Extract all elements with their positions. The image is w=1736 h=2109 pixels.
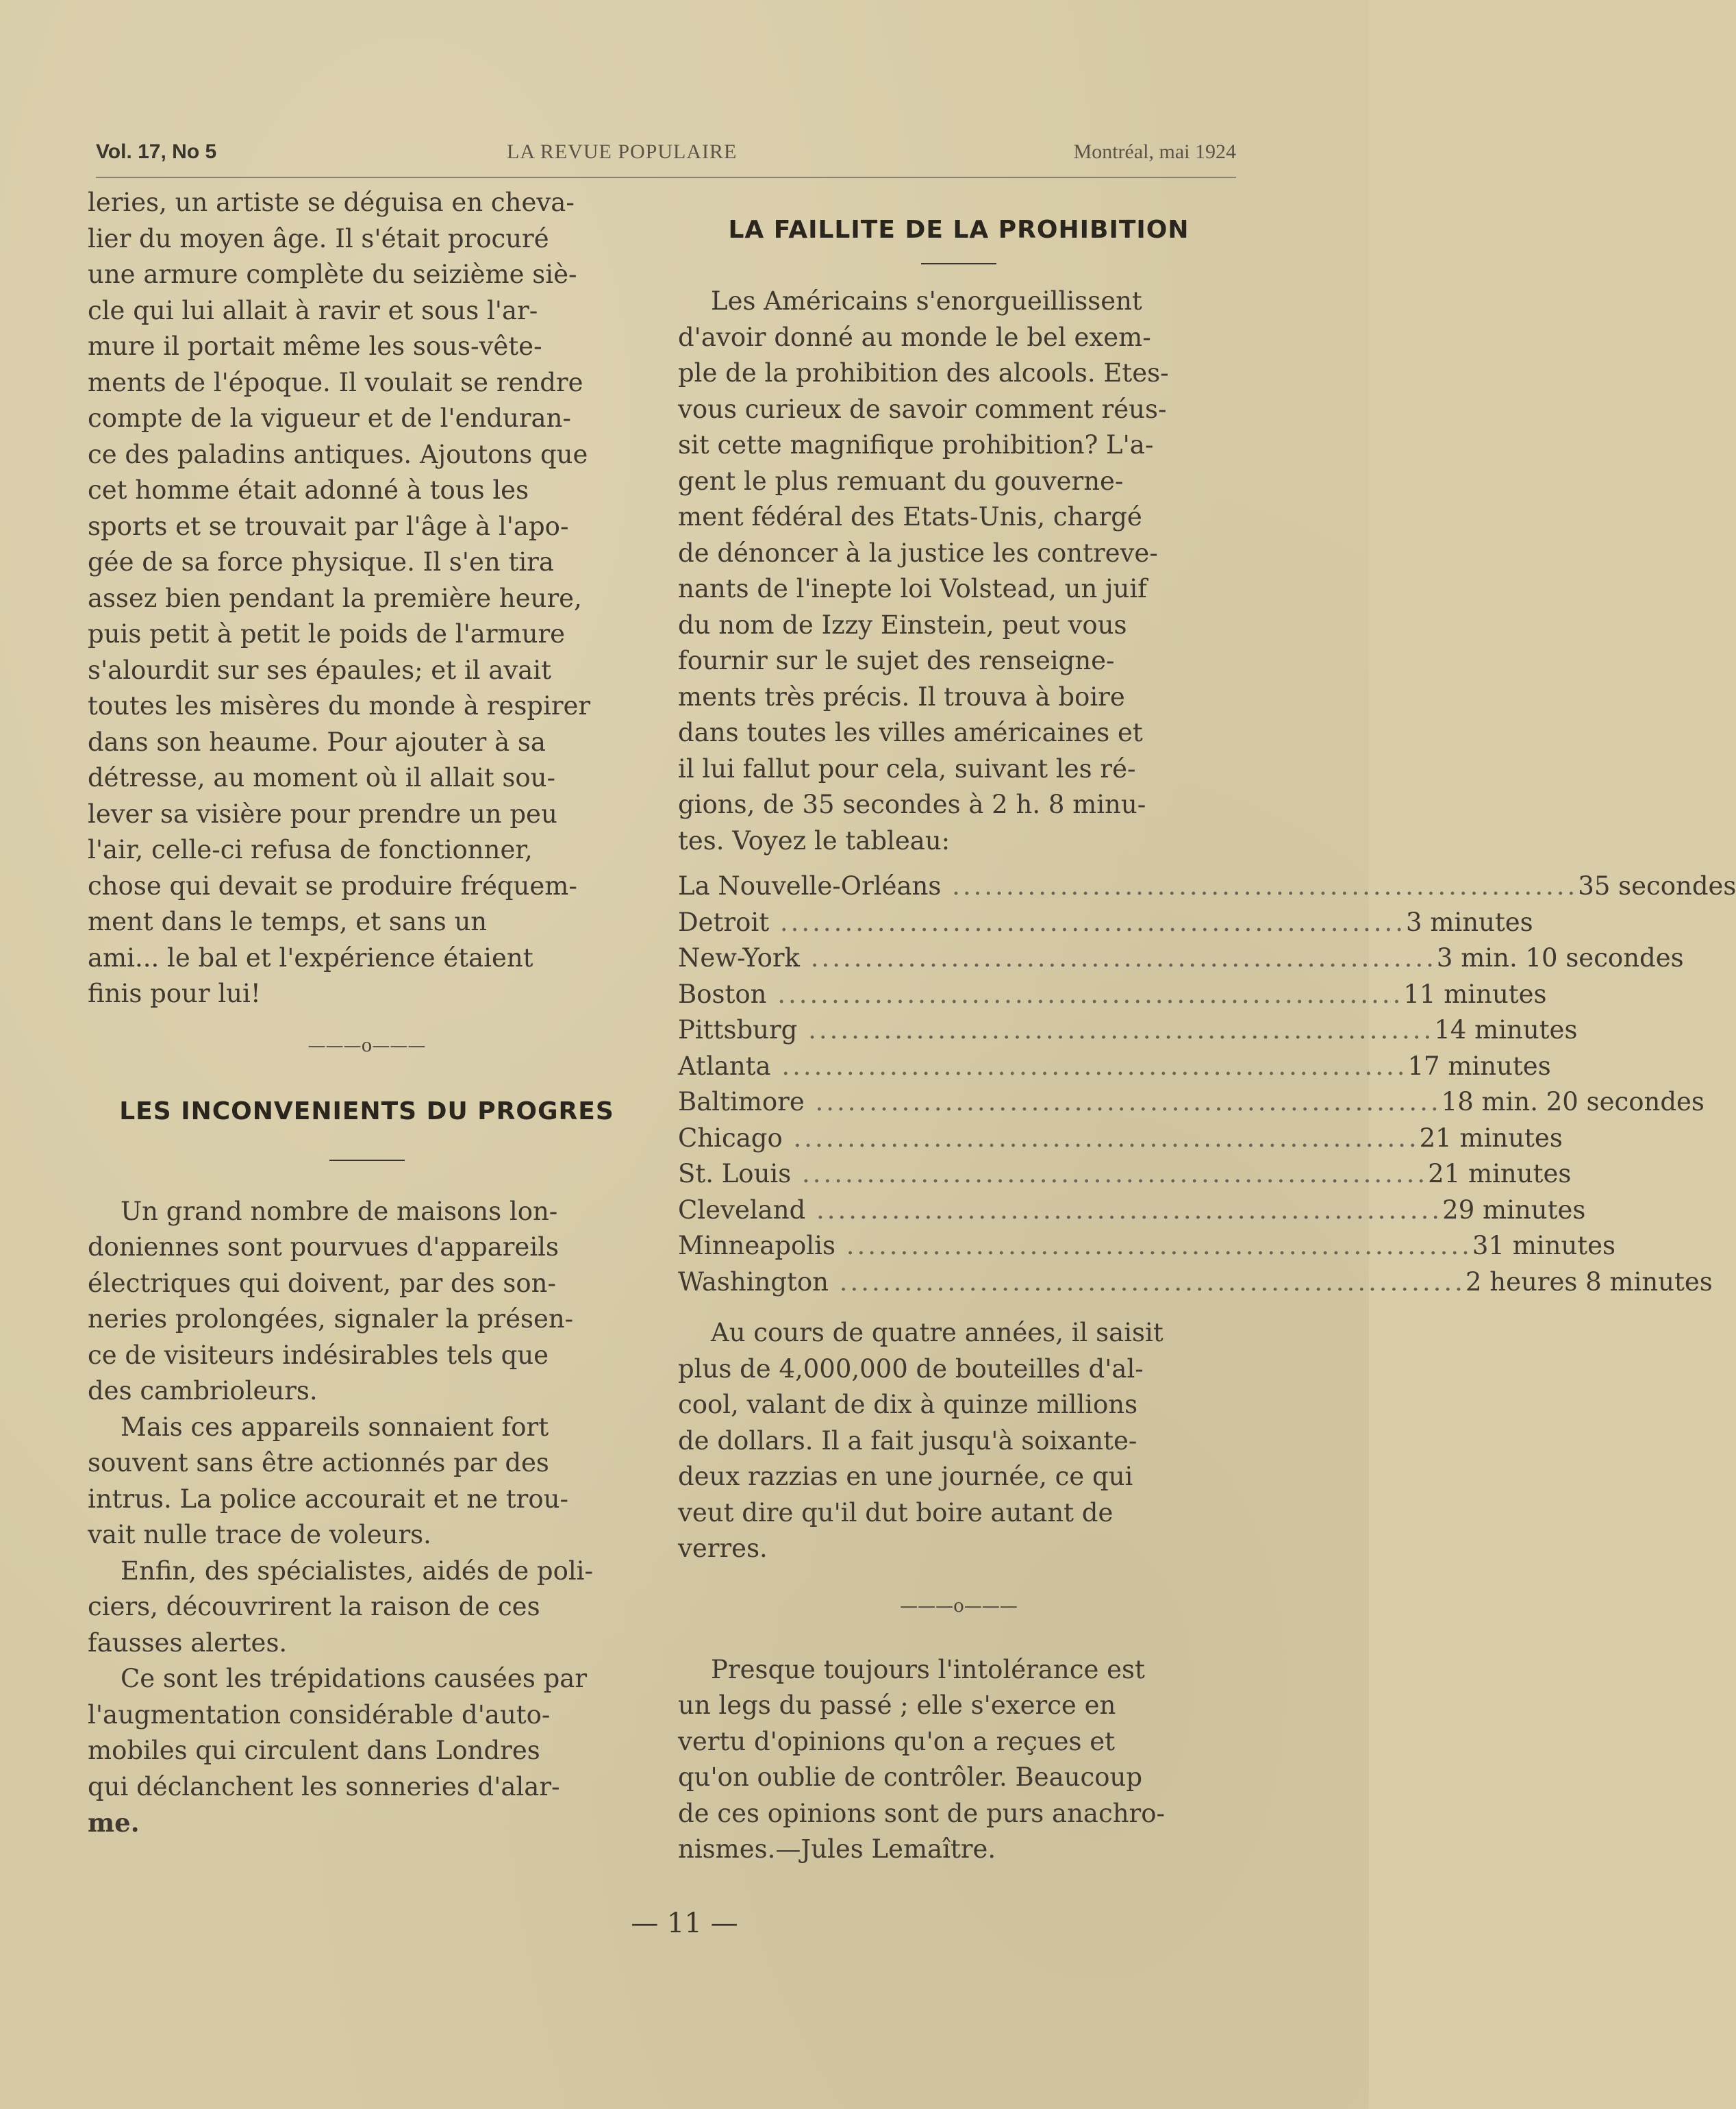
table-row bbox=[678, 1156, 1572, 1193]
leader-dots: .......................................................... bbox=[804, 1087, 1442, 1116]
text-line: ment dans le temps, et sans un bbox=[88, 907, 488, 936]
text-line: un legs du passé ; elle s'exerce en bbox=[678, 1690, 1116, 1720]
text-line: ce de visiteurs indésirables tels que bbox=[88, 1340, 549, 1370]
text-line: ple de la prohibition des alcools. Etes- bbox=[678, 358, 1169, 388]
city-name: New-York bbox=[678, 943, 800, 973]
quotation bbox=[678, 1652, 1240, 1868]
text-line: tes. Voyez le tableau: bbox=[678, 825, 951, 856]
city-name: Baltimore bbox=[678, 1087, 805, 1116]
duration: 11 minutes bbox=[1403, 979, 1547, 1009]
text-line: ami... le bal et l'expérience étaient bbox=[88, 943, 533, 973]
left-column bbox=[88, 185, 646, 1841]
text-line: toutes les misères du monde à respirer bbox=[88, 691, 591, 721]
text-line: cool, valant de dix à quinze millions bbox=[678, 1390, 1138, 1419]
duration: 2 heures 8 minutes bbox=[1465, 1266, 1713, 1297]
page-number: — 11 — bbox=[631, 1908, 738, 1939]
duration: 21 minutes bbox=[1419, 1123, 1563, 1153]
text-line: Presque toujours l'intolérance est bbox=[711, 1654, 1145, 1684]
leader-dots: .......................................................... bbox=[835, 1231, 1472, 1260]
text-line: dans son heaume. Pour ajouter à sa bbox=[88, 727, 546, 757]
text-line: nismes.—Jules Lemaître. bbox=[678, 1834, 996, 1864]
heading-rule bbox=[921, 263, 996, 264]
text-line: qui déclanchent les sonneries d'alar- bbox=[88, 1771, 560, 1801]
header-rule bbox=[96, 177, 1236, 178]
article-heading: LA FAILLITE DE LA PROHIBITION bbox=[728, 216, 1190, 244]
city-name: Washington bbox=[678, 1266, 829, 1297]
text-line: verres. bbox=[678, 1534, 768, 1563]
duration: 21 minutes bbox=[1428, 1159, 1572, 1188]
leader-dots: .......................................................... bbox=[791, 1159, 1429, 1188]
city-name: Cleveland bbox=[678, 1195, 806, 1225]
table-row bbox=[678, 1049, 1551, 1085]
city-name: La Nouvelle-Orléans bbox=[678, 871, 942, 901]
text-line: souvent sans être actionnés par des bbox=[88, 1448, 549, 1477]
table-row bbox=[678, 1228, 1616, 1264]
table-row bbox=[678, 905, 1533, 941]
issue-date: Montréal, mai 1924 bbox=[1073, 140, 1236, 163]
leader-dots: .......................................................... bbox=[782, 1123, 1420, 1153]
text-line: vous curieux de savoir comment réus- bbox=[678, 394, 1167, 424]
text-line: chose qui devait se produire fréquem- bbox=[88, 871, 577, 901]
text-line: nants de l'inepte loi Volstead, un juif bbox=[678, 574, 1147, 603]
text-line: ments de l'époque. Il voulait se rendre bbox=[88, 367, 583, 397]
text-line: Les Américains s'enorgueillissent bbox=[711, 286, 1142, 316]
text-line: doniennes sont pourvues d'appareils bbox=[88, 1232, 559, 1262]
leader-dots: .......................................................... bbox=[797, 1015, 1435, 1045]
text-line: gée de sa force physique. Il s'en tira bbox=[88, 547, 554, 577]
text-line: électriques qui doivent, par des son- bbox=[88, 1268, 556, 1298]
text-line: fournir sur le sujet des renseigne- bbox=[678, 646, 1115, 675]
duration: 17 minutes bbox=[1407, 1051, 1551, 1081]
city-name: Chicago bbox=[678, 1123, 783, 1153]
duration: 14 minutes bbox=[1434, 1015, 1578, 1045]
table-row bbox=[678, 1012, 1578, 1049]
city-name: Pittsburg bbox=[678, 1015, 798, 1045]
text-line: intrus. La police accourait et ne trou- bbox=[88, 1484, 568, 1514]
text-line: gent le plus remuant du gouverne- bbox=[678, 466, 1124, 496]
text-line: lever sa visière pour prendre un peu bbox=[88, 799, 557, 829]
leader-dots: .......................................................... bbox=[769, 907, 1407, 937]
table-row bbox=[678, 940, 1684, 977]
text-line: une armure complète du seizième siè- bbox=[88, 260, 577, 289]
volume-number: Vol. 17, No 5 bbox=[96, 140, 217, 163]
publication-title: LA REVUE POPULAIRE bbox=[507, 140, 738, 163]
text-line: Mais ces appareils sonnaient fort bbox=[121, 1412, 549, 1442]
text-line: veut dire qu'il dut boire autant de bbox=[678, 1497, 1114, 1527]
table-row bbox=[678, 1264, 1713, 1301]
duration: 3 minutes bbox=[1406, 907, 1533, 937]
right-column bbox=[678, 185, 1736, 1868]
duration: 18 min. 20 secondes bbox=[1441, 1087, 1704, 1116]
text-line: de ces opinions sont de purs anachro- bbox=[678, 1798, 1166, 1828]
text-line: cle qui lui allait à ravir et sous l'ar- bbox=[88, 295, 538, 325]
text-line: Ce sont les trépidations causées par bbox=[121, 1664, 588, 1693]
text-line: s'alourdit sur ses épaules; et il avait bbox=[88, 655, 551, 685]
city-name: Minneapolis bbox=[678, 1231, 835, 1260]
text-line: d'avoir donné au monde le bel exem- bbox=[678, 322, 1151, 352]
text-line: des cambrioleurs. bbox=[88, 1376, 318, 1406]
text-line: il lui fallut pour cela, suivant les ré- bbox=[678, 753, 1136, 784]
text-line: mobiles qui circulent dans Londres bbox=[88, 1736, 540, 1765]
city-name: Boston bbox=[678, 979, 767, 1009]
table-row bbox=[678, 1121, 1563, 1157]
text-line: ce des paladins antiques. Ajoutons que bbox=[88, 439, 588, 469]
leader-dots: .......................................................... bbox=[941, 871, 1578, 901]
table-row bbox=[678, 869, 1736, 905]
text-line: sports et se trouvait par l'âge à l'apo- bbox=[88, 511, 569, 541]
article-heading: LES INCONVENIENTS DU PROGRES bbox=[119, 1097, 614, 1125]
text-line: plus de 4,000,000 de bouteilles d'al- bbox=[678, 1353, 1144, 1384]
timing-table bbox=[678, 869, 1736, 1300]
text-line: me. bbox=[88, 1808, 140, 1838]
text-line: l'augmentation considérable d'auto- bbox=[88, 1699, 551, 1730]
city-name: Detroit bbox=[678, 907, 770, 937]
city-name: St. Louis bbox=[678, 1159, 792, 1188]
heading-rule bbox=[329, 1160, 405, 1161]
text-line: Au cours de quatre années, il saisit bbox=[711, 1318, 1163, 1347]
text-line: détresse, au moment où il allait sou- bbox=[88, 763, 556, 793]
text-line: l'air, celle-ci refusa de fonctionner, bbox=[88, 835, 533, 864]
text-line: ments très précis. Il trouva à boire bbox=[678, 682, 1125, 712]
text-line: lier du moyen âge. Il s'était procuré bbox=[88, 223, 549, 253]
text-line: du nom de Izzy Einstein, peut vous bbox=[678, 610, 1127, 640]
text-line: mure il portait même les sous-vête- bbox=[88, 332, 542, 361]
text-line: vait nulle trace de voleurs. bbox=[88, 1520, 431, 1549]
duration: 31 minutes bbox=[1472, 1231, 1616, 1260]
text-line: sit cette magnifique prohibition? L'a- bbox=[678, 430, 1154, 460]
text-line: deux razzias en une journée, ce qui bbox=[678, 1462, 1133, 1491]
table-row bbox=[678, 1084, 1704, 1121]
table-row bbox=[678, 1193, 1586, 1229]
duration: 35 secondes bbox=[1578, 871, 1736, 901]
text-line: finis pour lui! bbox=[88, 979, 261, 1008]
article-body bbox=[678, 284, 1240, 859]
text-line: Un grand nombre de maisons lon- bbox=[121, 1196, 558, 1226]
article-body bbox=[678, 1315, 1240, 1567]
text-line: neries prolongées, signaler la présen- bbox=[88, 1304, 574, 1334]
text-line: gions, de 35 secondes à 2 h. 8 minu- bbox=[678, 790, 1146, 819]
text-line: puis petit à petit le poids de l'armure bbox=[88, 619, 566, 649]
running-header bbox=[96, 140, 1236, 175]
leader-dots: .......................................................... bbox=[805, 1195, 1443, 1225]
leader-dots: .......................................................... bbox=[799, 943, 1437, 973]
city-name: Atlanta bbox=[678, 1051, 771, 1081]
duration: 3 min. 10 secondes bbox=[1436, 943, 1684, 973]
leader-dots: .......................................................... bbox=[770, 1051, 1408, 1081]
text-line: dans toutes les villes américaines et bbox=[678, 718, 1143, 747]
article-body bbox=[88, 1194, 646, 1841]
section-separator: ———o——— bbox=[900, 1595, 1018, 1617]
leader-dots: .......................................................... bbox=[766, 979, 1404, 1009]
leader-dots: .......................................................... bbox=[829, 1266, 1465, 1297]
text-line: compte de la vigueur et de l'enduran- bbox=[88, 403, 571, 433]
text-line: de dollars. Il a fait jusqu'à soixante- bbox=[678, 1425, 1137, 1456]
text-line: ment fédéral des Etats-Unis, chargé bbox=[678, 502, 1142, 532]
section-separator: ———o——— bbox=[307, 1035, 426, 1056]
continued-article bbox=[88, 185, 646, 1012]
text-line: assez bien pendant la première heure, bbox=[88, 583, 582, 613]
text-line: ciers, découvrirent la raison de ces bbox=[88, 1592, 540, 1621]
duration: 29 minutes bbox=[1442, 1195, 1586, 1225]
text-line: vertu d'opinions qu'on a reçues et bbox=[678, 1726, 1116, 1756]
table-row bbox=[678, 977, 1547, 1013]
text-line: fausses alertes. bbox=[88, 1627, 288, 1658]
text-line: de dénoncer à la justice les contreve- bbox=[678, 538, 1158, 568]
text-line: Enfin, des spécialistes, aidés de poli- bbox=[121, 1556, 594, 1586]
text-line: qu'on oublie de contrôler. Beaucoup bbox=[678, 1762, 1143, 1792]
text-line: leries, un artiste se déguisa en cheva- bbox=[88, 188, 575, 217]
text-line: cet homme était adonné à tous les bbox=[88, 475, 529, 505]
